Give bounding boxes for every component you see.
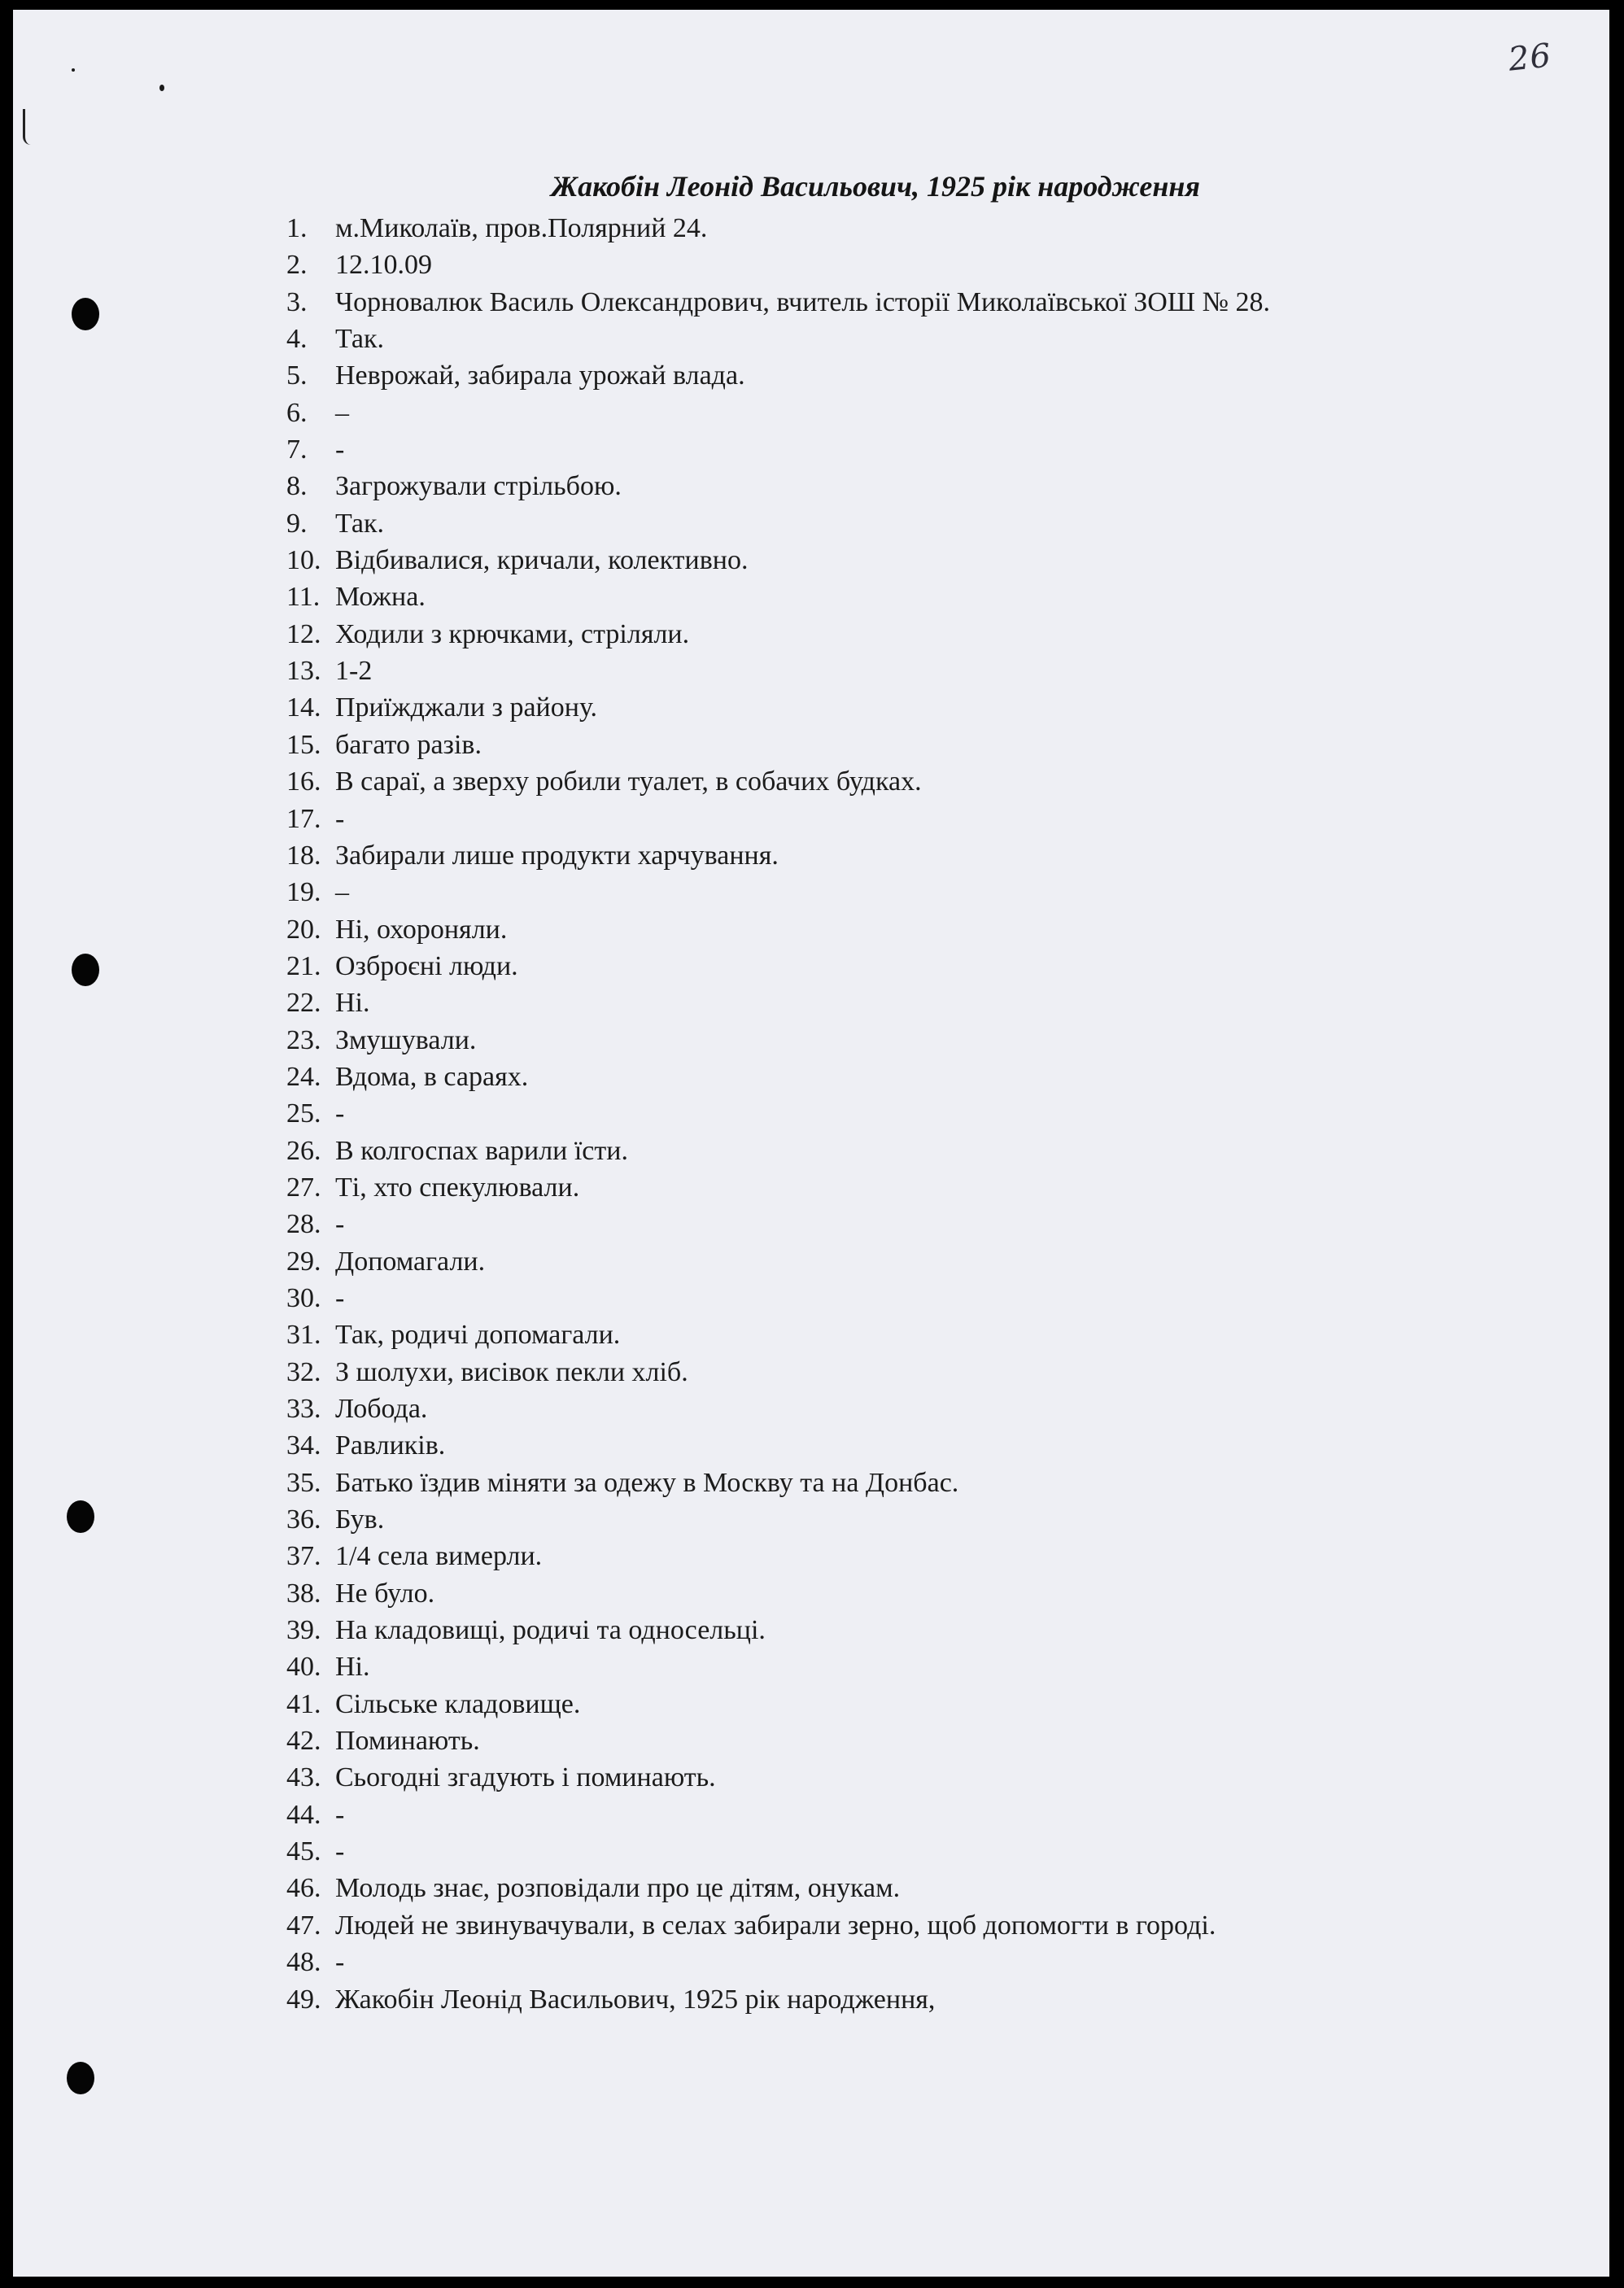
answer-text: 1-2 [335, 656, 373, 687]
answer-item [286, 1612, 1270, 1648]
answer-text: Так. [335, 324, 385, 355]
answer-number: 12. [286, 618, 321, 649]
answer-item [286, 542, 1270, 579]
answer-text: Батько їздив міняти за одежу в Москву та на Донбас. [335, 1467, 959, 1498]
answer-item [286, 1280, 1270, 1316]
answer-text: Змушували. [335, 1024, 477, 1055]
speck [72, 68, 75, 72]
answer-text: Сьогодні згадують і поминають. [335, 1762, 716, 1793]
answer-text: - [335, 1836, 345, 1867]
answer-item [286, 1648, 1270, 1685]
answer-item [286, 1944, 1270, 1980]
answer-item [286, 874, 1270, 910]
answer-number: 18. [286, 840, 321, 871]
answer-text: Молодь знає, розповідали про це дітям, онукам. [335, 1873, 901, 1904]
answer-text: Ні. [335, 988, 370, 1019]
answer-number: 48. [286, 1947, 321, 1978]
page-number: 26 [1506, 37, 1554, 79]
answer-item [286, 1169, 1270, 1206]
answer-number: 24. [286, 1061, 321, 1092]
answer-number: 26. [286, 1135, 321, 1166]
answer-text: м.Миколаїв, пров.Полярний 24. [335, 213, 708, 243]
answer-text: – [335, 397, 349, 428]
answer-item [286, 505, 1270, 542]
answer-number: 25. [286, 1098, 321, 1129]
answer-number: 4. [286, 324, 308, 355]
answer-number: 19. [286, 877, 321, 908]
answer-text: В сараї, а зверху робили туалет, в собачих будках. [335, 766, 922, 797]
answer-number: 5. [286, 360, 308, 391]
answer-item [286, 1354, 1270, 1391]
answer-item [286, 357, 1270, 394]
answer-item [286, 1022, 1270, 1059]
punch-hole [67, 1500, 94, 1533]
answer-number: 39. [286, 1615, 321, 1646]
answer-number: 14. [286, 692, 321, 723]
answer-text: – [335, 877, 349, 908]
answer-text: багато разів. [335, 729, 482, 760]
answer-number: 32. [286, 1356, 321, 1387]
answer-text: Вдома, в сараях. [335, 1061, 529, 1092]
answer-item [286, 727, 1270, 763]
speck [159, 85, 164, 91]
answer-number: 7. [286, 434, 308, 465]
answer-number: 28. [286, 1209, 321, 1240]
answer-text: - [335, 434, 345, 465]
answer-item [286, 468, 1270, 504]
answer-item [286, 911, 1270, 948]
answer-item [286, 1501, 1270, 1538]
document-title: Жакобін Леонід Васильович, 1925 рік народження [551, 170, 1200, 203]
answer-text: Ходили з крючками, стріляли. [335, 618, 690, 649]
answer-number: 31. [286, 1320, 321, 1351]
answer-item [286, 948, 1270, 985]
answer-text: Не було. [335, 1578, 435, 1609]
answer-number: 45. [286, 1836, 321, 1867]
answer-item [286, 837, 1270, 874]
answer-number: 22. [286, 988, 321, 1019]
answer-number: 41. [286, 1688, 321, 1719]
answer-text: - [335, 1282, 345, 1313]
answer-item [286, 689, 1270, 726]
answer-number: 36. [286, 1504, 321, 1535]
answer-number: 27. [286, 1172, 321, 1203]
answer-item [286, 1465, 1270, 1501]
answer-number: 42. [286, 1726, 321, 1757]
answer-number: 16. [286, 766, 321, 797]
answer-number: 10. [286, 545, 321, 576]
answer-text: Лобода. [335, 1394, 428, 1424]
answer-item [286, 1059, 1270, 1095]
answer-item [286, 579, 1270, 615]
answer-text: Поминають. [335, 1726, 480, 1757]
answer-item [286, 1206, 1270, 1242]
punch-hole [72, 298, 99, 330]
answer-text: Можна. [335, 582, 426, 613]
answer-item [286, 1391, 1270, 1427]
answer-text: Забирали лише продукти харчування. [335, 840, 779, 871]
answer-item [286, 1981, 1270, 2018]
answer-text: Чорновалюк Василь Олександрович, вчитель історії Миколаївської ЗОШ № 28. [335, 286, 1271, 317]
answer-number: 37. [286, 1541, 321, 1572]
answer-text: Приїжджали з району. [335, 692, 598, 723]
answer-text: Так, родичі допомагали. [335, 1320, 621, 1351]
answer-text: 1/4 села вимерли. [335, 1541, 543, 1572]
answer-number: 35. [286, 1467, 321, 1498]
answer-item [286, 1723, 1270, 1759]
answer-item [286, 1833, 1270, 1870]
answer-item [286, 395, 1270, 431]
answer-number: 8. [286, 471, 308, 502]
answer-list [286, 210, 1270, 2018]
answer-item [286, 1686, 1270, 1723]
answer-number: 49. [286, 1984, 321, 2015]
answer-number: 34. [286, 1430, 321, 1461]
answer-item [286, 985, 1270, 1021]
answer-number: 11. [286, 582, 321, 613]
answer-item [286, 1427, 1270, 1464]
answer-text: Був. [335, 1504, 385, 1535]
answer-text: - [335, 1098, 345, 1129]
answer-text: В колгоспах варили їсти. [335, 1135, 628, 1166]
answer-number: 15. [286, 729, 321, 760]
answer-text: - [335, 803, 345, 834]
answer-item [286, 247, 1270, 283]
answer-number: 6. [286, 397, 308, 428]
answer-text: Загрожували стрільбою. [335, 471, 622, 502]
answer-number: 17. [286, 803, 321, 834]
answer-item [286, 1316, 1270, 1353]
answer-item [286, 321, 1270, 357]
answer-text: - [335, 1947, 345, 1978]
answer-text: Жакобін Леонід Васильович, 1925 рік народження, [335, 1984, 936, 2015]
answer-item [286, 210, 1270, 247]
answer-item [286, 284, 1270, 321]
answer-number: 46. [286, 1873, 321, 1904]
answer-text: Так. [335, 508, 385, 539]
answer-item [286, 801, 1270, 837]
answer-text: На кладовищі, родичі та односельці. [335, 1615, 766, 1646]
answer-number: 3. [286, 286, 308, 317]
answer-number: 13. [286, 656, 321, 687]
answer-number: 21. [286, 950, 321, 981]
document-page [13, 10, 1609, 2277]
answer-number: 2. [286, 250, 308, 281]
answer-number: 47. [286, 1910, 321, 1941]
punch-hole [72, 954, 99, 986]
answer-item [286, 1243, 1270, 1280]
answer-item [286, 1907, 1270, 1944]
answer-text: Равликів. [335, 1430, 446, 1461]
answer-item [286, 1797, 1270, 1833]
answer-item [286, 431, 1270, 468]
answer-number: 40. [286, 1652, 321, 1683]
answer-item [286, 1133, 1270, 1169]
answer-item [286, 1870, 1270, 1906]
answer-number: 30. [286, 1282, 321, 1313]
answer-text: Озброєні люди. [335, 950, 518, 981]
answer-item [286, 1575, 1270, 1612]
answer-text: Ті, хто спекулювали. [335, 1172, 580, 1203]
answer-item [286, 1538, 1270, 1574]
answer-number: 20. [286, 914, 321, 945]
answer-text: Сільське кладовище. [335, 1688, 581, 1719]
answer-number: 44. [286, 1799, 321, 1830]
answer-item [286, 1095, 1270, 1132]
answer-text: Неврожай, забирала урожай влада. [335, 360, 745, 391]
answer-text: Відбивалися, кричали, колективно. [335, 545, 749, 576]
answer-number: 29. [286, 1246, 321, 1277]
answer-text: Ні. [335, 1652, 370, 1683]
answer-number: 1. [286, 213, 308, 243]
answer-number: 43. [286, 1762, 321, 1793]
answer-text: - [335, 1799, 345, 1830]
answer-number: 33. [286, 1394, 321, 1424]
answer-text: - [335, 1209, 345, 1240]
answer-number: 38. [286, 1578, 321, 1609]
answer-item [286, 616, 1270, 653]
answer-item [286, 1759, 1270, 1796]
answer-number: 9. [286, 508, 308, 539]
answer-text: З шолухи, висівок пекли хліб. [335, 1356, 688, 1387]
answer-text: Людей не звинувачували, в селах забирали зерно, щоб допомогти в городі. [335, 1910, 1216, 1941]
punch-hole [67, 2062, 94, 2094]
answer-item [286, 653, 1270, 689]
answer-text: 12.10.09 [335, 250, 432, 281]
answer-text: Допомагали. [335, 1246, 486, 1277]
answer-text: Ні, охороняли. [335, 914, 508, 945]
answer-number: 23. [286, 1024, 321, 1055]
margin-mark [23, 109, 37, 145]
answer-item [286, 763, 1270, 800]
